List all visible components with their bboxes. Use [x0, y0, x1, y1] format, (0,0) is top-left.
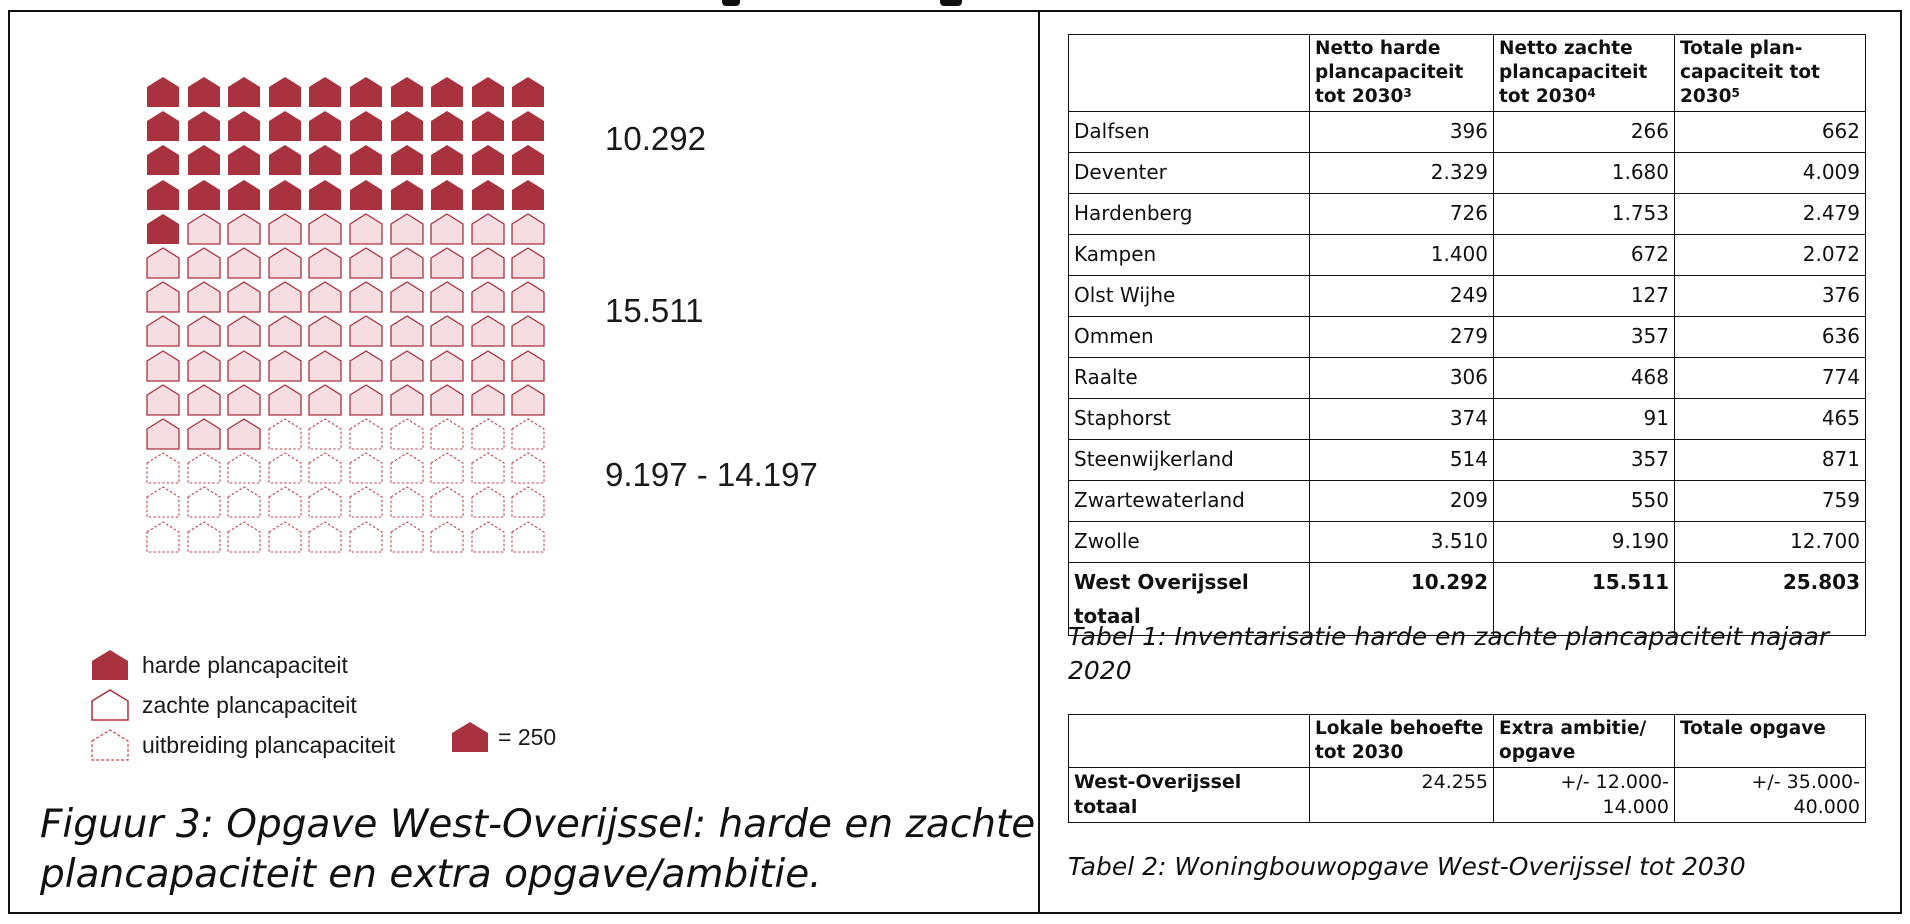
house-uitbreiding-icon [146, 452, 180, 484]
house-zachte-icon [268, 213, 302, 245]
house-harde-icon [511, 144, 545, 176]
house-harde-icon [308, 144, 342, 176]
legend-label-uitbreiding: uitbreiding plancapaciteit [142, 731, 396, 758]
house-uitbreiding-icon [349, 521, 383, 553]
house-zachte-icon [349, 247, 383, 279]
row-zachte: 91 [1494, 399, 1675, 440]
table2-row-totaal-line1: +/- 35.000- [1751, 771, 1860, 793]
house-harde-icon [471, 76, 505, 108]
house-zachte-icon [146, 418, 180, 450]
row-zachte: 127 [1494, 276, 1675, 317]
house-harde-icon [471, 110, 505, 142]
house-zachte-icon [146, 350, 180, 382]
house-uitbreiding-icon [430, 486, 464, 518]
house-harde-icon [187, 144, 221, 176]
house-zachte-icon [349, 213, 383, 245]
house-zachte-icon [430, 213, 464, 245]
table-plancapaciteit [1068, 34, 1866, 636]
table-row [1069, 235, 1866, 276]
house-zachte-icon [227, 281, 261, 313]
house-zachte-icon [390, 315, 424, 347]
house-zachte-icon [511, 213, 545, 245]
row-name: Raalte [1069, 358, 1310, 399]
house-zachte-icon [430, 384, 464, 416]
house-uitbreiding-icon [511, 452, 545, 484]
house-uitbreiding-icon [227, 452, 261, 484]
house-uitbreiding-icon [308, 418, 342, 450]
row-harde: 1.400 [1310, 235, 1494, 276]
house-uitbreiding-icon [471, 452, 505, 484]
table-woningbouwopgave [1068, 714, 1866, 823]
row-zachte: 1.753 [1494, 194, 1675, 235]
house-zachte-icon [511, 350, 545, 382]
house-harde-icon [511, 76, 545, 108]
house-uitbreiding-icon [187, 486, 221, 518]
house-solid-icon [90, 648, 130, 682]
house-zachte-icon [471, 350, 505, 382]
house-uitbreiding-icon [227, 486, 261, 518]
house-harde-icon [268, 144, 302, 176]
house-zachte-icon [430, 281, 464, 313]
row-harde: 514 [1310, 440, 1494, 481]
house-harde-icon [308, 110, 342, 142]
row-zachte: 1.680 [1494, 153, 1675, 194]
house-harde-icon [227, 110, 261, 142]
house-harde-icon [390, 110, 424, 142]
house-harde-icon [227, 144, 261, 176]
row-name: Olst Wijhe [1069, 276, 1310, 317]
house-zachte-icon [390, 384, 424, 416]
header-totaal-footnote: 5 [1731, 86, 1740, 100]
house-harde-icon [187, 179, 221, 211]
house-harde-icon [511, 110, 545, 142]
table2-row-totaal-line2: 40.000 [1793, 796, 1860, 818]
house-uitbreiding-icon [146, 521, 180, 553]
legend-label-harde: harde plancapaciteit [142, 651, 348, 678]
row-harde: 3.510 [1310, 522, 1494, 563]
table2-row-totaal [1675, 768, 1866, 823]
row-totaal: 636 [1675, 317, 1866, 358]
house-zachte-icon [471, 281, 505, 313]
table-row [1069, 481, 1866, 522]
table2-row-extra-line2: 14.000 [1602, 796, 1669, 818]
table-row [1069, 317, 1866, 358]
house-harde-icon [430, 144, 464, 176]
row-zachte: 266 [1494, 112, 1675, 153]
house-uitbreiding-icon [349, 452, 383, 484]
row-harde: 209 [1310, 481, 1494, 522]
legend-label-zachte: zachte plancapaciteit [142, 691, 357, 718]
house-uitbreiding-icon [471, 418, 505, 450]
table-row [1069, 522, 1866, 563]
house-zachte-icon [227, 213, 261, 245]
row-harde: 396 [1310, 112, 1494, 153]
row-totaal: 774 [1675, 358, 1866, 399]
table2-row [1069, 768, 1866, 823]
table2-header-row [1069, 715, 1866, 768]
row-zachte: 9.190 [1494, 522, 1675, 563]
house-zachte-icon [390, 213, 424, 245]
house-uitbreiding-icon [268, 452, 302, 484]
house-zachte-icon [471, 213, 505, 245]
table2-header-extra: Extra ambitie/ opgave [1494, 715, 1675, 768]
house-zachte-icon [390, 350, 424, 382]
house-harde-icon [268, 110, 302, 142]
cropped-heading-fragment [722, 0, 740, 6]
house-harde-icon [187, 110, 221, 142]
total-harde: 10.292 [1310, 563, 1494, 636]
table2-row-lokaal: 24.255 [1310, 768, 1494, 823]
row-name: Staphorst [1069, 399, 1310, 440]
row-harde: 2.329 [1310, 153, 1494, 194]
house-zachte-icon [430, 350, 464, 382]
header-totaal [1675, 35, 1866, 112]
house-harde-icon [430, 110, 464, 142]
house-uitbreiding-icon [430, 418, 464, 450]
house-harde-icon [471, 179, 505, 211]
house-zachte-icon [471, 315, 505, 347]
house-harde-icon [146, 179, 180, 211]
house-uitbreiding-icon [268, 418, 302, 450]
row-totaal: 2.072 [1675, 235, 1866, 276]
row-name: Zwartewaterland [1069, 481, 1310, 522]
house-uitbreiding-icon [187, 521, 221, 553]
house-uitbreiding-icon [511, 521, 545, 553]
house-zachte-icon [268, 281, 302, 313]
house-zachte-icon [430, 247, 464, 279]
house-harde-icon [146, 213, 180, 245]
house-harde-icon [268, 179, 302, 211]
house-uitbreiding-icon [268, 486, 302, 518]
legend-item-zachte [90, 688, 357, 722]
house-zachte-icon [227, 384, 261, 416]
house-uitbreiding-icon [146, 486, 180, 518]
house-harde-icon [511, 179, 545, 211]
house-uitbreiding-icon [430, 521, 464, 553]
house-uitbreiding-icon [390, 418, 424, 450]
house-zachte-icon [187, 213, 221, 245]
table2-header-totaal: Totale opgave [1675, 715, 1866, 768]
house-zachte-icon [227, 247, 261, 279]
table-row [1069, 399, 1866, 440]
house-harde-icon [390, 144, 424, 176]
house-uitbreiding-icon [390, 521, 424, 553]
house-harde-icon [430, 179, 464, 211]
total-name: West Overijssel totaal [1069, 563, 1310, 636]
table-row [1069, 276, 1866, 317]
total-zachte: 15.511 [1494, 563, 1675, 636]
table2-row-name: West-Overijssel totaal [1069, 768, 1310, 823]
house-harde-icon [349, 110, 383, 142]
house-harde-icon [471, 144, 505, 176]
house-zachte-icon [390, 281, 424, 313]
house-zachte-icon [308, 315, 342, 347]
house-harde-icon [146, 76, 180, 108]
house-zachte-icon [268, 384, 302, 416]
house-zachte-icon [308, 247, 342, 279]
table2-row-extra [1494, 768, 1675, 823]
total-totaal: 25.803 [1675, 563, 1866, 636]
house-harde-icon [227, 76, 261, 108]
house-harde-icon [349, 179, 383, 211]
house-uitbreiding-icon [430, 452, 464, 484]
house-uitbreiding-icon [308, 452, 342, 484]
house-uitbreiding-icon [308, 486, 342, 518]
cropped-heading-fragment [940, 0, 962, 6]
row-totaal: 465 [1675, 399, 1866, 440]
house-zachte-icon [268, 315, 302, 347]
row-zachte: 468 [1494, 358, 1675, 399]
table2-header-empty [1069, 715, 1310, 768]
table-row [1069, 194, 1866, 235]
house-uitbreiding-icon [227, 521, 261, 553]
figure-caption-line2: plancapaciteit en extra opgave/ambitie. [40, 852, 822, 897]
house-zachte-icon [430, 315, 464, 347]
house-zachte-icon [349, 384, 383, 416]
zachte-value-label: 15.511 [605, 292, 704, 329]
header-harde [1310, 35, 1494, 112]
house-zachte-icon [187, 281, 221, 313]
table1-caption-line1: Tabel 1: Inventarisatie harde en zachte plancapaciteit najaar [1068, 622, 1830, 651]
house-zachte-icon [268, 350, 302, 382]
row-totaal: 759 [1675, 481, 1866, 522]
house-zachte-icon [349, 281, 383, 313]
house-zachte-icon [511, 384, 545, 416]
row-totaal: 12.700 [1675, 522, 1866, 563]
figure-caption-line1: Figuur 3: Opgave West-Overijssel: harde en zachte [40, 802, 1036, 847]
house-harde-icon [187, 76, 221, 108]
row-totaal: 2.479 [1675, 194, 1866, 235]
row-harde: 374 [1310, 399, 1494, 440]
row-name: Hardenberg [1069, 194, 1310, 235]
house-harde-icon [146, 144, 180, 176]
house-zachte-icon [187, 350, 221, 382]
row-zachte: 357 [1494, 440, 1675, 481]
row-zachte: 550 [1494, 481, 1675, 522]
table-row [1069, 112, 1866, 153]
house-outline-icon [90, 688, 130, 722]
house-harde-icon [349, 76, 383, 108]
house-uitbreiding-icon [390, 452, 424, 484]
house-uitbreiding-icon [349, 486, 383, 518]
house-zachte-icon [511, 247, 545, 279]
row-harde: 306 [1310, 358, 1494, 399]
row-zachte: 672 [1494, 235, 1675, 276]
table-header-row [1069, 35, 1866, 112]
house-zachte-icon [308, 350, 342, 382]
house-zachte-icon [308, 281, 342, 313]
house-zachte-icon [308, 213, 342, 245]
house-uitbreiding-icon [349, 418, 383, 450]
row-name: Zwolle [1069, 522, 1310, 563]
house-zachte-icon [227, 315, 261, 347]
house-harde-icon [349, 144, 383, 176]
house-harde-icon [390, 76, 424, 108]
house-zachte-icon [146, 281, 180, 313]
house-harde-icon [390, 179, 424, 211]
figure-caption [40, 800, 1040, 900]
table2-row-extra-line1: +/- 12.000- [1560, 771, 1669, 793]
house-harde-icon [227, 179, 261, 211]
harde-value-label: 10.292 [605, 120, 706, 157]
legend-item-harde [90, 648, 348, 682]
row-totaal: 4.009 [1675, 153, 1866, 194]
house-zachte-icon [187, 315, 221, 347]
house-zachte-icon [146, 247, 180, 279]
row-totaal: 871 [1675, 440, 1866, 481]
table-row [1069, 153, 1866, 194]
house-zachte-icon [390, 247, 424, 279]
table-row [1069, 440, 1866, 481]
house-zachte-icon [187, 384, 221, 416]
house-harde-icon [308, 76, 342, 108]
row-name: Dalfsen [1069, 112, 1310, 153]
house-uitbreiding-icon [390, 486, 424, 518]
house-zachte-icon [471, 247, 505, 279]
house-zachte-icon [227, 418, 261, 450]
row-totaal: 662 [1675, 112, 1866, 153]
row-name: Deventer [1069, 153, 1310, 194]
house-dashed-icon [90, 728, 130, 762]
row-name: Kampen [1069, 235, 1310, 276]
header-harde-text: Netto harde plancapaciteit tot 2030 [1315, 38, 1464, 107]
house-uitbreiding-icon [511, 418, 545, 450]
row-name: Ommen [1069, 317, 1310, 358]
house-uitbreiding-icon [187, 452, 221, 484]
house-harde-icon [308, 179, 342, 211]
house-zachte-icon [511, 281, 545, 313]
header-totaal-text: Totale plan-capaciteit tot 2030 [1680, 38, 1820, 107]
header-zachte-text: Netto zachte plancapaciteit tot 2030 [1499, 38, 1648, 107]
legend-unit [450, 720, 556, 754]
table-row [1069, 358, 1866, 399]
house-solid-icon [450, 720, 490, 754]
legend-unit-label: = 250 [498, 723, 557, 750]
house-uitbreiding-icon [471, 486, 505, 518]
table2-header-lokaal: Lokale behoefte tot 2030 [1310, 715, 1494, 768]
house-zachte-icon [146, 315, 180, 347]
house-harde-icon [268, 76, 302, 108]
house-harde-icon [430, 76, 464, 108]
house-uitbreiding-icon [471, 521, 505, 553]
header-empty [1069, 35, 1310, 112]
house-harde-icon [146, 110, 180, 142]
house-zachte-icon [268, 247, 302, 279]
house-zachte-icon [227, 350, 261, 382]
row-harde: 279 [1310, 317, 1494, 358]
header-harde-footnote: 3 [1403, 86, 1412, 100]
row-harde: 726 [1310, 194, 1494, 235]
house-uitbreiding-icon [308, 521, 342, 553]
house-zachte-icon [349, 350, 383, 382]
table1-caption-line2: 2020 [1068, 656, 1132, 685]
uitbreiding-value-label: 9.197 - 14.197 [605, 456, 818, 493]
column-divider [1038, 10, 1040, 914]
house-zachte-icon [471, 384, 505, 416]
row-harde: 249 [1310, 276, 1494, 317]
house-zachte-icon [187, 418, 221, 450]
row-zachte: 357 [1494, 317, 1675, 358]
legend-item-uitbreiding [90, 728, 395, 762]
table2-caption: Tabel 2: Woningbouwopgave West-Overijssel tot 2030 [1068, 852, 1746, 881]
house-zachte-icon [146, 384, 180, 416]
house-zachte-icon [349, 315, 383, 347]
row-totaal: 376 [1675, 276, 1866, 317]
house-uitbreiding-icon [268, 521, 302, 553]
table1-caption [1068, 620, 1888, 688]
house-zachte-icon [511, 315, 545, 347]
header-zachte-footnote: 4 [1587, 86, 1596, 100]
house-zachte-icon [308, 384, 342, 416]
house-zachte-icon [187, 247, 221, 279]
header-zachte [1494, 35, 1675, 112]
house-uitbreiding-icon [511, 486, 545, 518]
row-name: Steenwijkerland [1069, 440, 1310, 481]
